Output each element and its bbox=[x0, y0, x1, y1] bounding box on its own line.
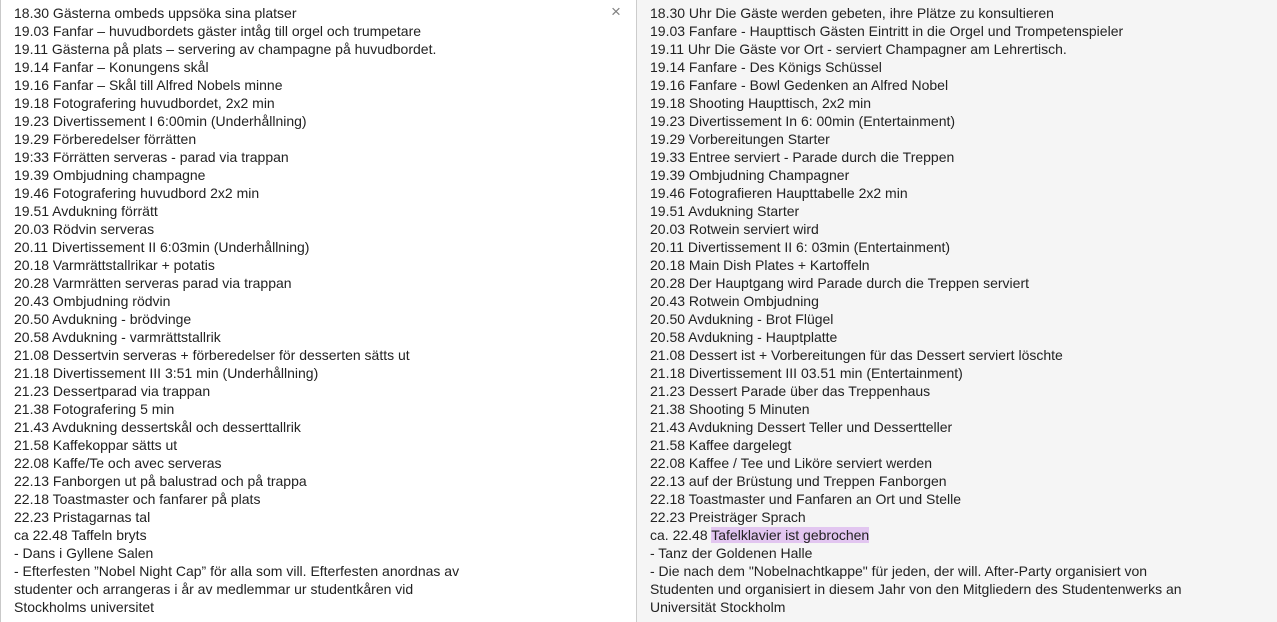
source-line: 18.30 Gästerna ombeds uppsöka sina platser bbox=[14, 5, 297, 21]
source-line: 20.11 Divertissement II 6:03min (Underhållning) bbox=[14, 239, 310, 255]
translation-line: 19.18 Shooting Haupttisch, 2x2 min bbox=[650, 95, 872, 111]
source-line: studenter och arrangeras i år av medlemmar ur studentkåren vid bbox=[14, 581, 414, 597]
source-line: 22.18 Toastmaster och fanfarer på plats bbox=[14, 491, 261, 507]
source-line: 20.03 Rödvin serveras bbox=[14, 221, 155, 237]
translation-line: 20.28 Der Hauptgang wird Parade durch die Treppen serviert bbox=[650, 275, 1029, 291]
source-line: 20.58 Avdukning - varmrättstallrik bbox=[14, 329, 221, 345]
source-line: 22.23 Pristagarnas tal bbox=[14, 509, 151, 525]
source-line: 19.29 Förberedelser förrätten bbox=[14, 131, 197, 147]
translation-line bbox=[650, 526, 1269, 544]
translation-line: 21.08 Dessert ist + Vorbereitungen für das Dessert serviert löschte bbox=[650, 347, 1063, 363]
translation-line: 19.16 Fanfare - Bowl Gedenken an Alfred Nobel bbox=[650, 77, 949, 93]
translation-line: 19.23 Divertissement In 6: 00min (Entertainment) bbox=[650, 113, 956, 129]
source-text-content bbox=[14, 4, 608, 616]
source-line: - Dans i Gyllene Salen bbox=[14, 545, 154, 561]
translation-line: 21.43 Avdukning Dessert Teller und Dessertteller bbox=[650, 419, 953, 435]
source-line: 21.08 Dessertvin serveras + förberedelser för desserten sätts ut bbox=[14, 347, 410, 363]
line-prefix: ca. 22.48 bbox=[650, 527, 712, 543]
translation-line: 19.03 Fanfare - Haupttisch Gästen Eintritt in die Orgel und Trompetenspieler bbox=[650, 23, 1124, 39]
source-line: 20.50 Avdukning - brödvinge bbox=[14, 311, 192, 327]
source-line: 20.43 Ombjudning rödvin bbox=[14, 293, 171, 309]
source-line: 21.23 Dessertparad via trappan bbox=[14, 383, 211, 399]
translation-pane bbox=[637, 0, 1277, 622]
translation-line: 21.38 Shooting 5 Minuten bbox=[650, 401, 810, 417]
clear-source-button[interactable]: × bbox=[611, 2, 621, 21]
translation-line: 19.29 Vorbereitungen Starter bbox=[650, 131, 830, 147]
translation-line: 20.18 Main Dish Plates + Kartoffeln bbox=[650, 257, 870, 273]
source-line: - Efterfesten ”Nobel Night Cap” för alla som vill. Efterfesten anordnas av bbox=[14, 563, 460, 579]
source-line: 19.46 Fotografering huvudbord 2x2 min bbox=[14, 185, 260, 201]
highlighted-phrase[interactable]: Tafelklavier ist gebrochen bbox=[711, 527, 870, 543]
translation-text-content bbox=[650, 4, 1269, 616]
translation-line: 19.46 Fotografieren Haupttabelle 2x2 min bbox=[650, 185, 908, 201]
translation-line: 22.23 Preisträger Sprach bbox=[650, 509, 806, 525]
source-line: 21.38 Fotografering 5 min bbox=[14, 401, 175, 417]
source-line: 21.43 Avdukning dessertskål och desserttallrik bbox=[14, 419, 301, 435]
translation-line: 22.13 auf der Brüstung und Treppen Fanborgen bbox=[650, 473, 947, 489]
source-line: 19.03 Fanfar – huvudbordets gäster intåg till orgel och trumpetare bbox=[14, 23, 422, 39]
translation-line: 22.18 Toastmaster und Fanfaren an Ort und Stelle bbox=[650, 491, 962, 507]
translation-line: 21.58 Kaffee dargelegt bbox=[650, 437, 792, 453]
source-line: 22.08 Kaffe/Te och avec serveras bbox=[14, 455, 222, 471]
translation-line: 19.14 Fanfare - Des Königs Schüssel bbox=[650, 59, 882, 75]
translation-line: Studenten und organisiert in diesem Jahr von den Mitgliedern des Studentenwerks an bbox=[650, 581, 1182, 597]
source-line: 19.11 Gästerna på plats – servering av champagne på huvudbordet. bbox=[14, 41, 437, 57]
source-line: 19:33 Förrätten serveras - parad via trappan bbox=[14, 149, 289, 165]
translation-line: 19.11 Uhr Die Gäste vor Ort - serviert Champagner am Lehrertisch. bbox=[650, 41, 1067, 57]
source-line: Stockholms universitet bbox=[14, 599, 155, 615]
translation-line: 19.51 Avdukning Starter bbox=[650, 203, 800, 219]
translation-line: 21.23 Dessert Parade über das Treppenhaus bbox=[650, 383, 931, 399]
source-text-area[interactable] bbox=[0, 0, 637, 622]
translation-line: 20.03 Rotwein serviert wird bbox=[650, 221, 819, 237]
source-line: ca 22.48 Taffeln bryts bbox=[14, 527, 147, 543]
source-line: 20.18 Varmrättstallrikar + potatis bbox=[14, 257, 215, 273]
translation-line: 21.18 Divertissement III 03.51 min (Entertainment) bbox=[650, 365, 963, 381]
source-line: 19.14 Fanfar – Konungens skål bbox=[14, 59, 209, 75]
translation-line: 19.39 Ombjudning Champagner bbox=[650, 167, 850, 183]
translation-line: Universität Stockholm bbox=[650, 599, 786, 615]
source-line: 19.16 Fanfar – Skål till Alfred Nobels minne bbox=[14, 77, 283, 93]
translation-line: 22.08 Kaffee / Tee und Liköre serviert werden bbox=[650, 455, 932, 471]
translation-line: 18.30 Uhr Die Gäste werden gebeten, ihre Plätze zu konsultieren bbox=[650, 5, 1054, 21]
source-line: 21.18 Divertissement III 3:51 min (Underhållning) bbox=[14, 365, 319, 381]
source-line: 19.23 Divertissement I 6:00min (Underhållning) bbox=[14, 113, 307, 129]
translation-line: 19.33 Entree serviert - Parade durch die Treppen bbox=[650, 149, 955, 165]
source-line: 20.28 Varmrätten serveras parad via trappan bbox=[14, 275, 292, 291]
translation-line: 20.58 Avdukning - Hauptplatte bbox=[650, 329, 838, 345]
translation-line: 20.11 Divertissement II 6: 03min (Entertainment) bbox=[650, 239, 951, 255]
translation-line: 20.43 Rotwein Ombjudning bbox=[650, 293, 819, 309]
translation-line: 20.50 Avdukning - Brot Flügel bbox=[650, 311, 834, 327]
source-line: 19.18 Fotografering huvudbordet, 2x2 min bbox=[14, 95, 275, 111]
source-line: 21.58 Kaffekoppar sätts ut bbox=[14, 437, 178, 453]
source-line: 19.51 Avdukning förrätt bbox=[14, 203, 158, 219]
source-line: 19.39 Ombjudning champagne bbox=[14, 167, 206, 183]
translation-line: - Tanz der Goldenen Halle bbox=[650, 545, 813, 561]
source-line: 22.13 Fanborgen ut på balustrad och på trappa bbox=[14, 473, 307, 489]
translation-line: - Die nach dem "Nobelnachtkappe" für jeden, der will. After-Party organisiert von bbox=[650, 563, 1148, 579]
